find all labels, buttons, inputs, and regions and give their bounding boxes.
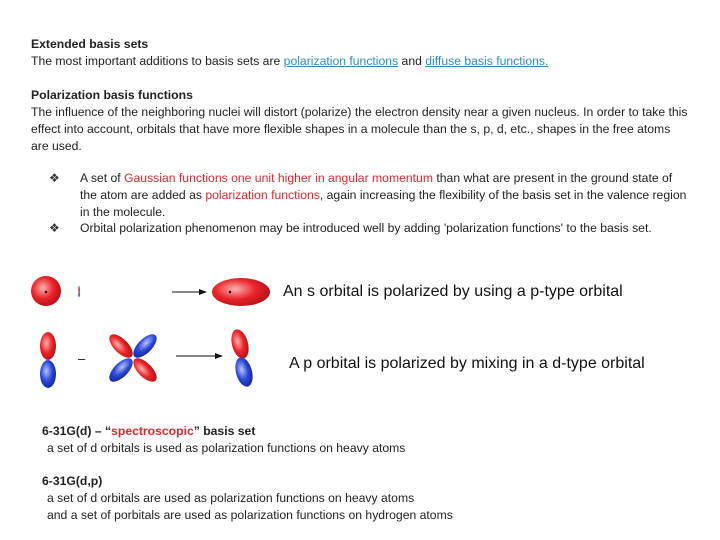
link-diffuse-basis-functions[interactable]: diffuse basis functions. [425, 54, 549, 68]
basis-6-31g-dp-title: 6-31G(d,p) [42, 474, 103, 488]
polarization-paragraph: The influence of the neighboring nuclei will distort (polarize) the electron density near a given nucleus. In order to take this effect into account, orbitals that have more flexible shapes in a molecule than the s, p, d, etc., shapes in the free atoms are used. [31, 105, 688, 153]
bullet-item-orbital-polarization: Orbital polarization phenomenon may be introduced well by adding 'polarization functions' to the basis set. [80, 221, 652, 235]
nucleus-dot [45, 291, 47, 293]
p-lobe-small-blue [78, 291, 80, 297]
bullet-icon: ❖ [49, 171, 60, 185]
bullet-icon: ❖ [49, 221, 60, 235]
bullet1-middle: than what are present in the ground state of the atom are added as [80, 171, 673, 202]
caption-p-orbital: A p orbital is polarized by mixing in a d-type orbital [289, 355, 645, 372]
heading-polarization-basis-functions: Polarization basis functions [31, 88, 193, 102]
bullet1-suffix: , again increasing the flexibility of the basis set in the valence region in the molecule. [80, 187, 687, 219]
nucleus-dot [229, 291, 231, 293]
intro-and: and [398, 54, 426, 68]
basis-6-31g-dp-line1: a set of d orbitals are used as polarization functions on heavy atoms [47, 491, 415, 505]
minus-sign: – [78, 351, 86, 366]
bullet1-prefix: A set of [80, 171, 125, 185]
basis1-spectroscopic: spectroscopic [111, 424, 194, 438]
polarized-p-orbital [228, 327, 255, 388]
basis-6-31g-dp-line2: and a set of porbitals are used as polarization functions on hydrogen atoms [47, 508, 453, 522]
bullet1-highlight-polarization: polarization functions [205, 187, 320, 202]
d-orbital [105, 330, 160, 385]
basis1-prefix: 6-31G(d) – “ [42, 424, 112, 438]
polarized-s-orbital [212, 278, 270, 306]
p-orbital-upper-lobe [40, 332, 56, 360]
bullet1-highlight-gaussian: Gaussian functions one unit higher in angular momentum [124, 171, 433, 185]
link-polarization-functions[interactable]: polarization functions [283, 54, 399, 68]
p-orbital-lower-lobe [40, 360, 56, 388]
basis-6-31g-d-desc: a set of d orbitals is used as polarization functions on heavy atoms [47, 441, 406, 455]
basis-6-31g-d-title [42, 423, 255, 440]
intro-prefix: The most important additions to basis sets are [31, 54, 284, 68]
caption-s-orbital: An s orbital is polarized by using a p-type orbital [283, 283, 623, 300]
basis1-suffix: ” basis set [193, 424, 256, 438]
heading-extended-basis-sets: Extended basis sets [31, 37, 149, 51]
